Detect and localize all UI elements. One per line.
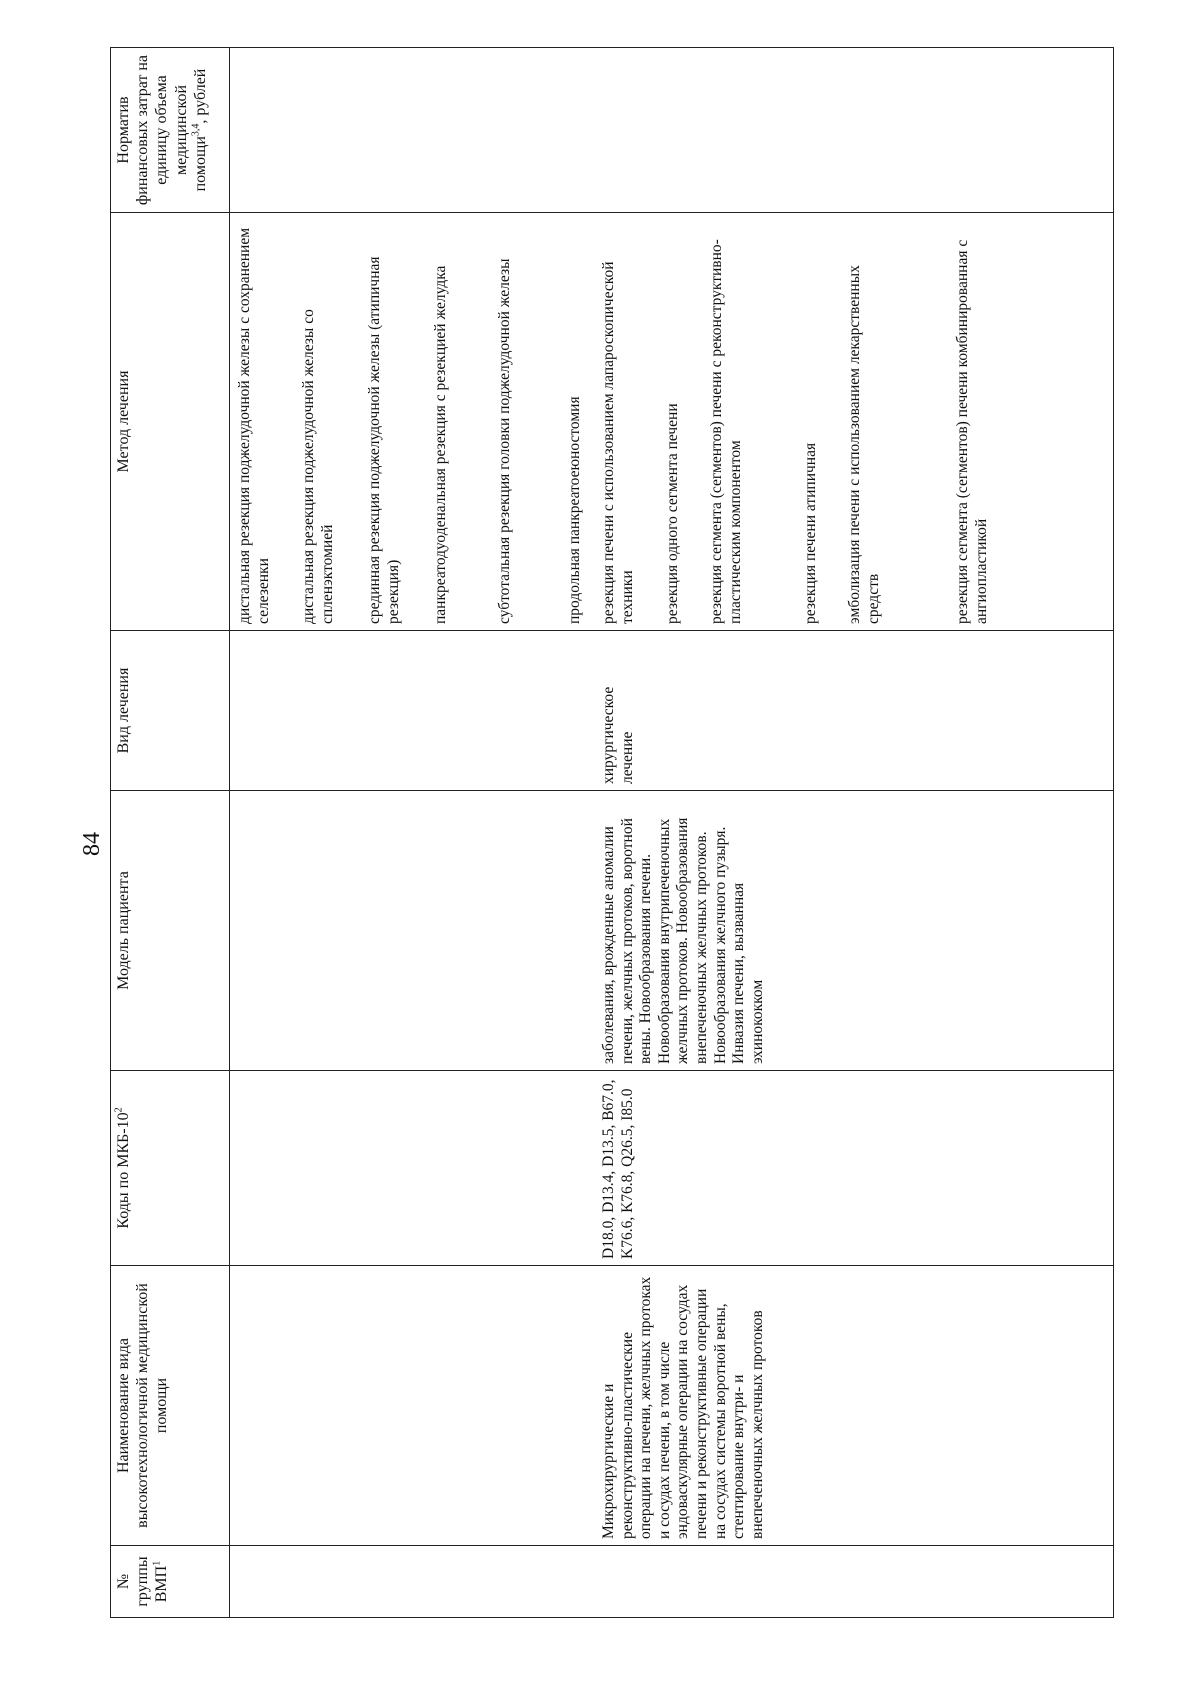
cell-group-no [230,1546,1114,1618]
method-item: резекция одного сегмента печени [664,403,681,624]
cell-treatment-method [230,213,1114,631]
header-cost-norm: Норматив финансовых затрат на единицу объема медицинской помощи$^{3,4}$, рублей [111,48,230,213]
header-treatment-type: Вид лечения [111,631,230,791]
method-item: дистальная резекция поджелудочной железы со спленэктомией [300,309,336,624]
cell-icd-codes: D18.0, D13.4, D13.5, B67.0, K76.6, K76.8, Q26.5, I85.0 [230,1071,1114,1266]
vmp-table [110,47,1114,1618]
method-item: продольная панкреатоеюностомия [566,396,583,624]
header-group-no: № группы ВМП$^1$ [111,1546,230,1618]
cell-patient-model: заболевания, врожденные аномалии печени, желчных протоков, воротной вены. Новообразования печени. Новообразования внутрипеченочных желчных протоков. Новообразования внепеченочных желчных протоков. Новообразования желчного пузыря. Инвазия печени, вызванная эхинококком [230,791,1114,1071]
cell-type-name: Микрохирургические и реконструктивно-пластические операции на печени, желчных протоках и сосудах печени, в том числе эндоваскулярные операции на сосудах печени и реконструктивные операции на сосудах системы воротной вены, стентирование внутри- и внепеченочных желчных протоков [230,1266,1114,1546]
cell-cost-norm [230,48,1114,213]
method-item: резекция печени атипичная [802,442,819,624]
header-patient-model: Модель пациента [111,791,230,1071]
cell-treatment-type: хирургическое лечение [230,631,1114,791]
rotated-table-wrapper [110,48,1114,1618]
method-item: резекция сегмента (сегментов) печени с реконструктивно-пластическим компонентом [708,239,744,624]
table-row [230,48,1114,1618]
method-item: эмболизация печени с использованием лекарственных средств [846,265,882,624]
method-item: дистальная резекция поджелудочной железы с сохранением селезенки [236,227,272,624]
page-number: 84 [79,832,105,856]
header-treatment-method: Метод лечения [111,213,230,631]
header-icd-codes: Коды по МКБ-$10^2$ [111,1071,230,1266]
method-item: резекция печени с использованием лапароскопической техники [600,261,636,624]
method-item: резекция сегмента (сегментов) печени комбинированная с ангиопластикой [954,239,990,624]
method-item: срединная резекция поджелудочной железы (атипичная резекция) [366,256,402,624]
method-item: панкреатодуоденальная резекция с резекцией желудка [432,265,449,624]
header-type-name: Наименование вида высокотехнологичной медицинской помощи [111,1266,230,1546]
method-item: субтотальная резекция головки поджелудочной железы [496,258,513,624]
table-header-row [111,48,230,1618]
